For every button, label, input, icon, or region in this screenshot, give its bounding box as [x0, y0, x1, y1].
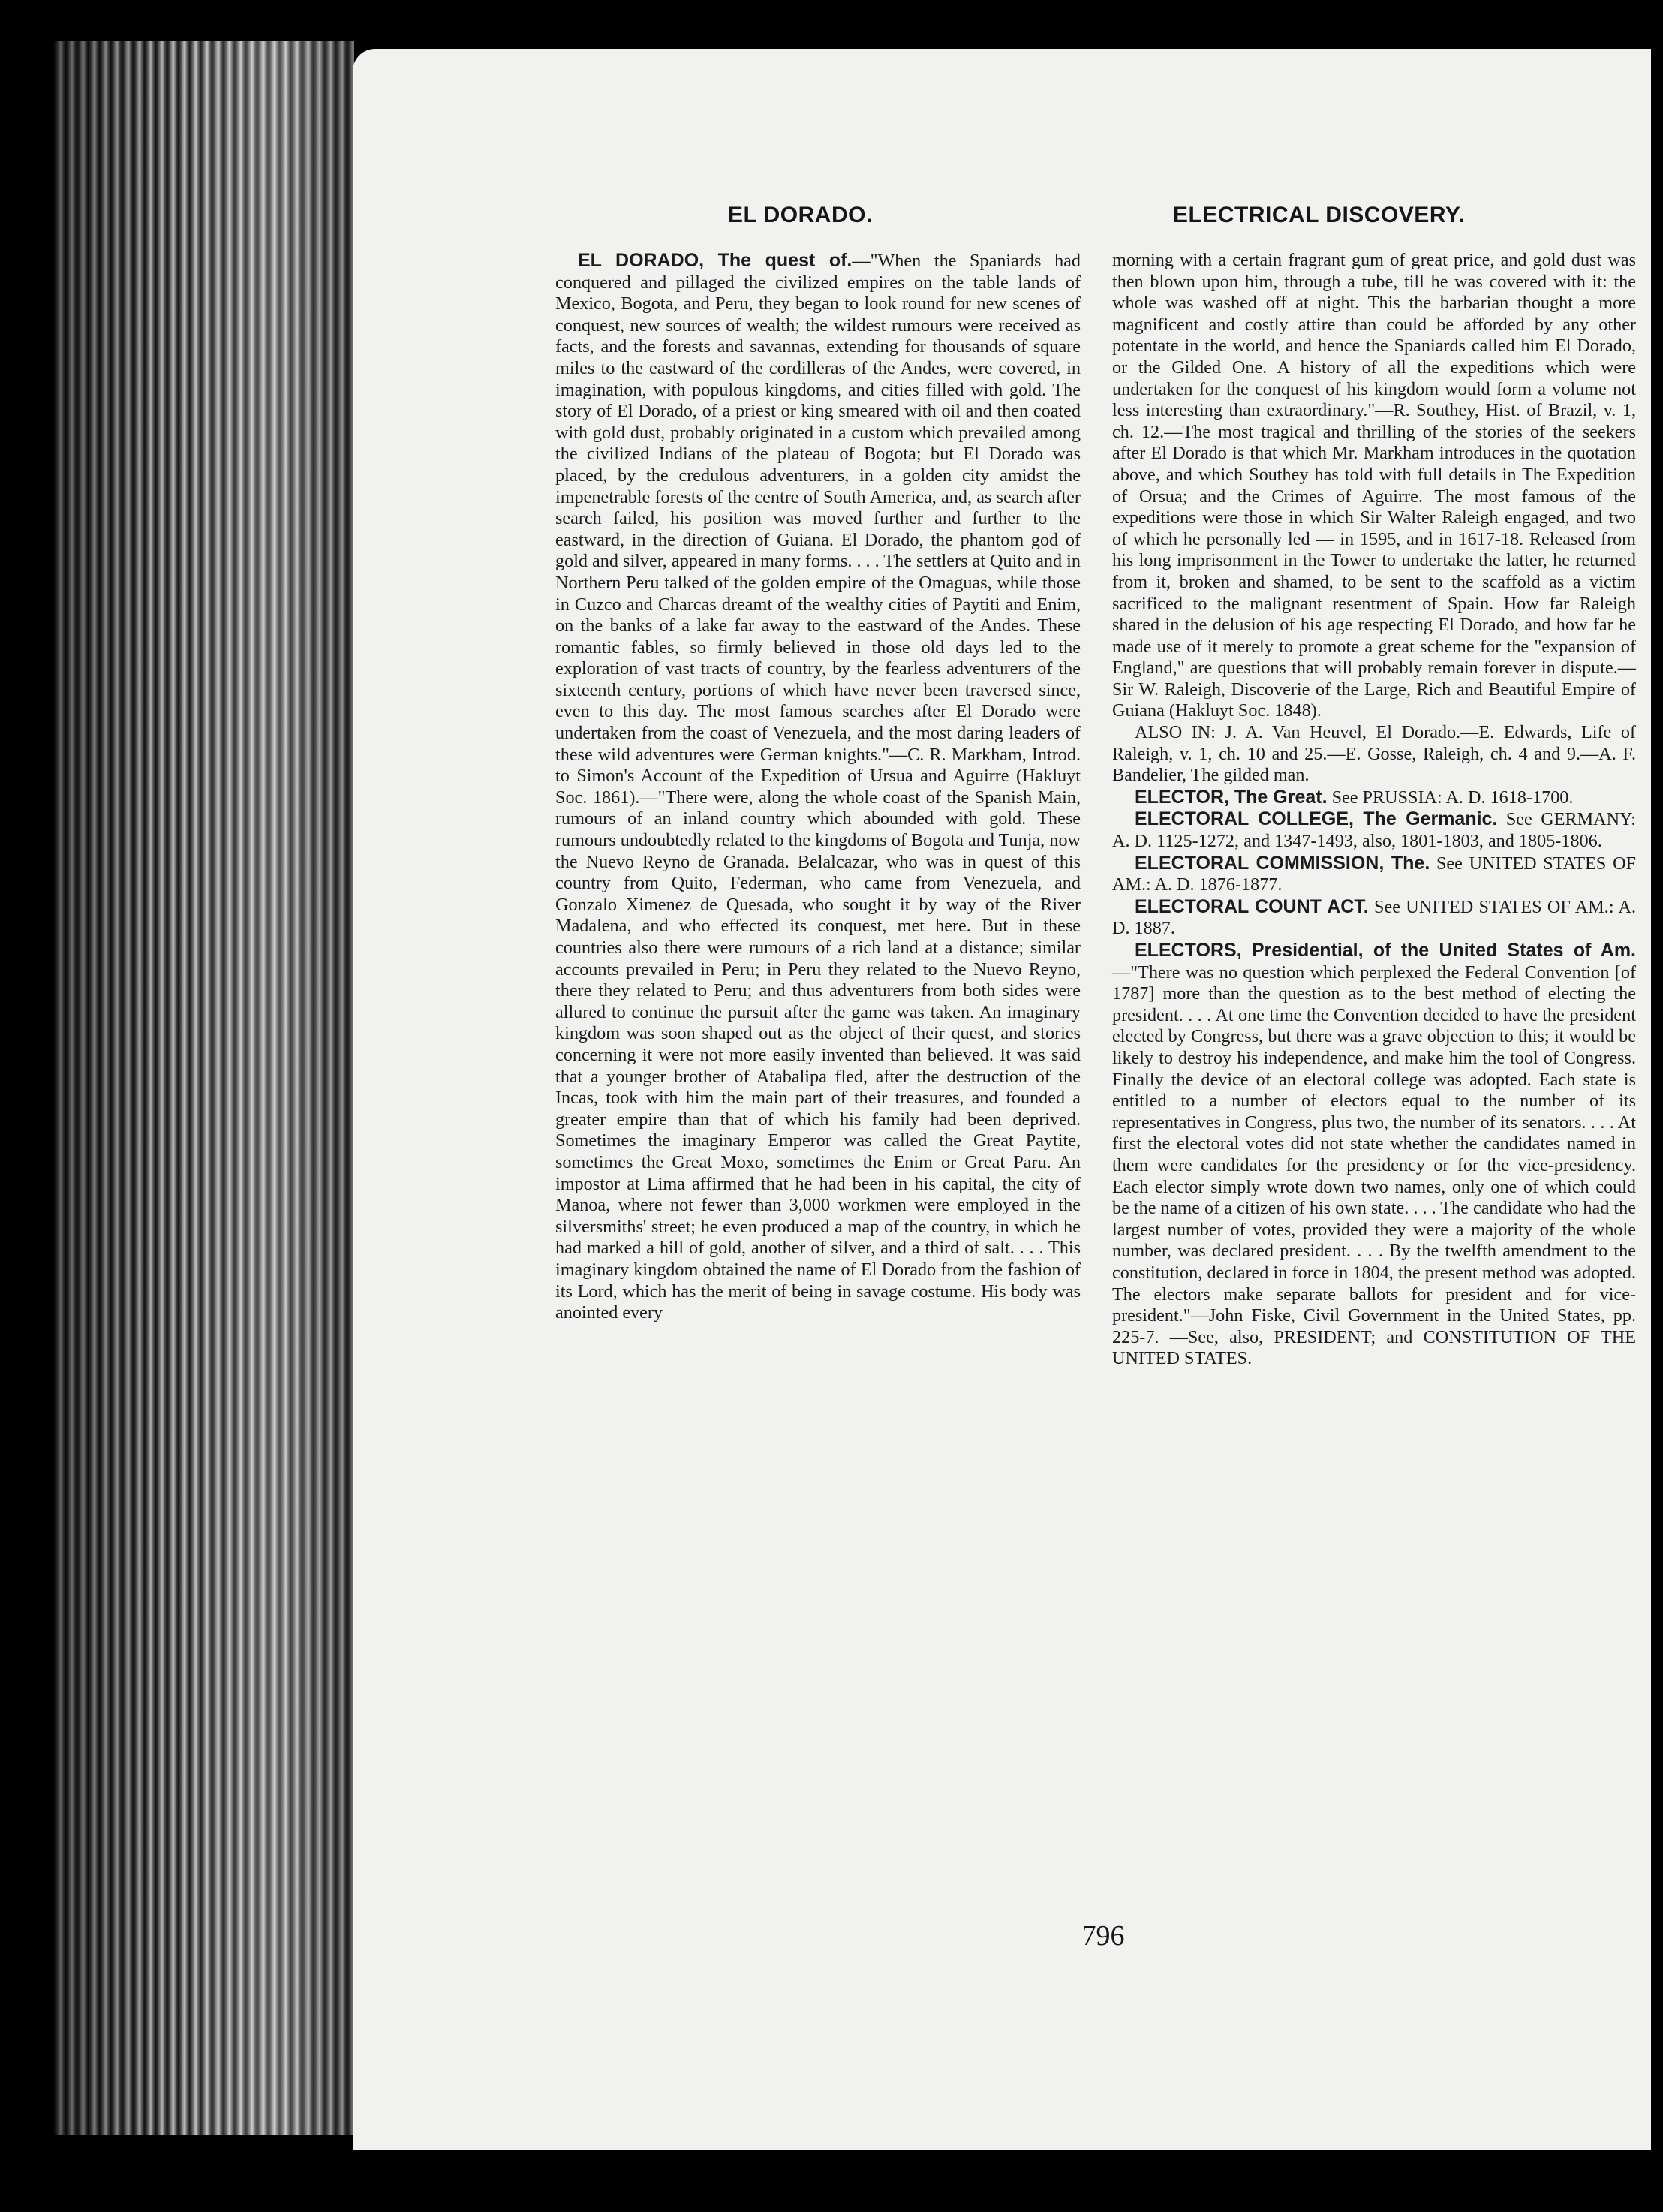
entry-electors-presidential [1112, 940, 1636, 1370]
entry-electoral-count-act [1112, 896, 1636, 940]
header-left-title: EL DORADO. [728, 203, 873, 227]
page-number: 796 [1081, 1920, 1125, 1952]
entry-heading: ELECTORS, Presidential, of the United States of Am. [1135, 940, 1636, 961]
left-column [555, 250, 1081, 1324]
entry-heading: ELECTORAL COUNT ACT. [1135, 895, 1369, 917]
book-page [353, 49, 1651, 2150]
entry-electoral-college [1112, 808, 1636, 852]
book-page-edge [54, 41, 354, 2135]
entry-text: See PRUSSIA: A. D. 1618-1700. [1331, 787, 1574, 808]
entry-elector [1112, 787, 1636, 809]
entry-el-dorado [555, 250, 1081, 1324]
right-column [1112, 250, 1636, 1370]
entry-heading: ELECTORAL COMMISSION, The. [1135, 852, 1430, 874]
entry-text: —"There was no question which perplexed the Federal Convention [of 1787] more than the question as to the best method of electing the president. . . . At one time the Convention decided to have the president elected by Congress, but there was a grave objection to this; it would be likely to destroy his independence, and make him the tool of Congress. Finally the device of an electoral college was adopted. Each state is entitled to a number of electors equal to the number of its representatives in Congress, plus two, the number of its senators. . . . At first the electoral votes did not state whether the candidates named in them were candidates for the presidency or for the vice-presidency. Each elector simply wrote down two names, only one of which could be the name of a citizen of his own state. . . . The candidate who had the largest number of votes, provided they were a majority of the whole number, was declared president. . . . By the twelfth amendment to the constitution, declared in force in 1804, the present method was adopted. The electors make separate ballots for president and for vice-president."—John Fiske, Civil Government in the United States, pp. 225-7. —See, also, PRESIDENT; and CONSTITUTION OF THE UNITED STATES. [1112, 962, 1636, 1369]
entry-text: See UNITED STATES OF AM.: A. D. 1876-1877. [1112, 853, 1636, 895]
entry-text: See UNITED STATES OF AM.: A. D. 1887. [1112, 896, 1637, 939]
entry-text: —"When the Spaniards had conquered and pillaged the civilized empires on the table lands of Mexico, Bogota, and Peru, they began to look round for new scenes of conquest, new sources of wealth; the wildest rumours were received as facts, and the forests and savannas, extending for thousands of square miles to the eastward of the cordilleras of the Andes, were covered, in imagination, with populous kingdoms, and cities filled with gold. The story of El Dorado, of a priest or king smeared with oil and then coated with gold dust, probably originated in a custom which prevailed among the civilized Indians of the plateau of Bogota; but El Dorado was placed, by the credulous adventurers, in a golden city amidst the impenetrable forests of the centre of South America, and, as search after search failed, his position was moved further and further to the eastward, in the direction of Guiana. El Dorado, the phantom god of gold and silver, appeared in many forms. . . . The settlers at Quito and in Northern Peru talked of the golden empire of the Omaguas, while those in Cuzco and Charcas dreamt of the wealthy cities of Paytiti and Enim, on the banks of a lake far away to the eastward of the Andes. These romantic fables, so firmly believed in those old days led to the exploration of vast tracts of country, by the fearless adventurers of the sixteenth century, portions of which have never been traversed since, even to this day. The most famous searches after El Dorado were undertaken from the coast of Venezuela, and the most daring leaders of these wild adventures were German knights."—C. R. Markham, Introd. to Simon's Account of the Expedition of Ursua and Aguirre (Hakluyt Soc. 1861).—"There were, along the whole coast of the Spanish Main, rumours of an inland country which abounded with gold. These rumours undoubtedly related to the kingdoms of Bogota and Tunja, now the Nuevo Reyno de Granada. Belalcazar, who was in quest of this country from Quito, Federman, who came from Venezuela, and Gonzalo Ximenez de Quesada, who sought it by way of the River Madalena, and who effected its conquest, met here. But in these countries also there were rumours of a rich land at a distance; similar accounts prevailed in Peru; in Peru they related to the Nuevo Reyno, there they related to Peru; and thus adventurers from both sides were allured to continue the pursuit after the game was taken. An imaginary kingdom was soon shaped out as the object of their quest, and stories concerning it were not more easily invented than believed. It was said that a younger brother of Atabalipa fled, after the destruction of the Incas, took with him the main part of their treasures, and founded a greater empire than that of which his family had been deprived. Sometimes the imaginary Emperor was called the Great Paytite, sometimes the Great Moxo, sometimes the Enim or Great Paru. An impostor at Lima affirmed that he had been in his capital, the city of Manoa, where not fewer than 3,000 workmen were employed in the silversmiths' street; he even produced a map of the country, in which he had marked a hill of gold, another of silver, and a third of salt. . . . This imaginary kingdom obtained the name of El Dorado from the fashion of its Lord, which has the merit of being in savage costume. His body was anointed every [555, 251, 1081, 1323]
entry-heading: EL DORADO, The quest of. [578, 250, 853, 271]
header-right-title: ELECTRICAL DISCOVERY. [1173, 203, 1465, 227]
also-in-references: ALSO IN: J. A. Van Heuvel, El Dorado.—E. Edwards, Life of Raleigh, v. 1, ch. 10 and 25.—E. Gosse, Raleigh, ch. 4 and 9.—A. F. Bandelier, The gilded man. [1112, 722, 1636, 786]
entry-el-dorado-continued: morning with a certain fragrant gum of great price, and gold dust was then blown upon him, through a tube, till he was covered with it: the whole was washed off at night. This the barbarian thought a more magnificent and costly attire than could be afforded by any other potentate in the world, and hence the Spaniards called him El Dorado, or the Gilded One. A history of all the expeditions which were undertaken for the conquest of his kingdom would form a volume not less interesting than extraordinary."—R. Southey, Hist. of Brazil, v. 1, ch. 12.—The most tragical and thrilling of the stories of the seekers after El Dorado is that which Mr. Markham introduces in the quotation above, and which Southey has told with full details in The Expedition of Orsua; and the Crimes of Aguirre. The most famous of the expeditions were those in which Sir Walter Raleigh engaged, and two of which he personally led — in 1595, and in 1617-18. Released from his long imprisonment in the Tower to undertake the latter, he returned from it, broken and shamed, to be sent to the scaffold as a victim sacrificed to the malignant resentment of Spain. How far Raleigh shared in the delusion of his age respecting El Dorado, and how far he made use of it merely to promote a great scheme for the "expansion of England," are questions that will probably remain forever in dispute.—Sir W. Raleigh, Discoverie of the Large, Rich and Beautiful Empire of Guiana (Hakluyt Soc. 1848). [1112, 250, 1636, 721]
entry-heading: ELECTORAL COLLEGE, The Germanic. [1135, 808, 1498, 830]
entry-heading: ELECTOR, The Great. [1135, 786, 1328, 808]
entry-text: See GERMANY: A. D. 1125-1272, and 1347-1493, also, 1801-1803, and 1805-1806. [1112, 809, 1637, 852]
entry-electoral-commission [1112, 853, 1636, 896]
